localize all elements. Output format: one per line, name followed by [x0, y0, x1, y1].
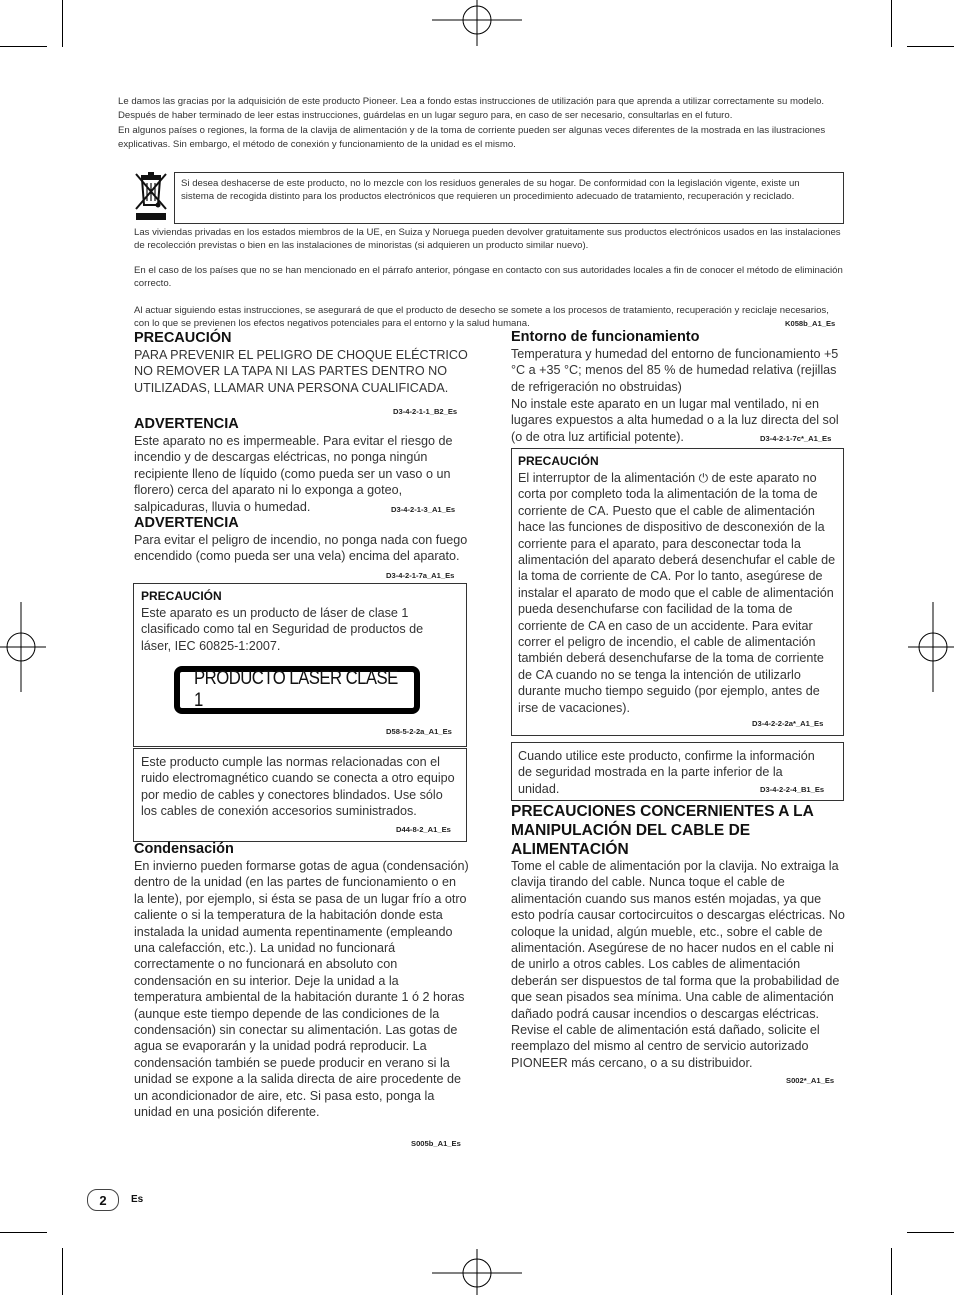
entorno-paragraph-2: No instale este aparato en un lugar mal ventilado, ni en lugares expuestos a alta humedad o a la luz directa del sol (o de otra luz artificial potente).: [511, 397, 839, 444]
laser-caution-box: [133, 583, 467, 747]
registration-mark-right: [908, 602, 954, 692]
weee-box-text: Si desea deshacerse de este producto, no lo mezcle con los residuos generales de su hogar. De conformidad con la legislación vigente, existe un sistema de recogida distinto para los productos electrónicos que requieren un procedimiento adecuado de tratamiento, recuperación y reciclado.: [181, 178, 800, 202]
precaucion-code: D3-4-2-1-1_B2_Es: [393, 407, 458, 416]
weee-code: K058b_A1_Es: [785, 319, 836, 328]
power-standby-icon: ⏻: [698, 471, 709, 485]
precaucion-text: PARA PREVENIR EL PELIGRO DE CHOQUE ELÉCTRICO NO REMOVER LA TAPA NI LAS PARTES DENTRO NO UTILIZADAS, LLAMAR UNA PERSONA CUALIFICADA.: [134, 348, 468, 395]
safety-info-box: [511, 742, 844, 801]
emc-notice-text: Este producto cumple las normas relacionadas con el ruido electromagnético cuando se conecta a otro equipo por medio de cables y conectores blindados. Use sólo los cables de conexión accesorios suministrados.: [141, 755, 455, 819]
advertencia-1-code: D3-4-2-1-3_A1_Es: [391, 505, 456, 514]
laser-class-label-text: PRODUCTO LASER CLASE 1: [194, 668, 398, 711]
page-number: 2: [99, 1192, 107, 1208]
precaucion-heading: PRECAUCIÓN: [134, 330, 232, 346]
laser-caution-text: Este aparato es un producto de láser de clase 1 clasificado como tal en Seguridad de productos de láser, IEC 60825-1:2007.: [141, 606, 424, 653]
entorno-code: D3-4-2-1-7c*_A1_Es: [760, 434, 832, 443]
power-cable-text: Tome el cable de alimentación por la clavija. No extraiga la clavija tirando del cable. Nunca toque el cable de alimentación cuando sus manos estén mojadas, ya que esto podría causar cortocircuitos o descargas eléctricas. No coloque la unidad, algún mueble, etc., sobre el cable de alimentación. Asegúrese de no hacer nudos en el cable ni de unirlo a otros cables. Los cables de alimentación deberán ser dispuestos de tal forma que la probabilidad de que sean pisados sea mínima. Una cable de alimentación dañado podrá causar incendios o descargas eléctricas. Revise el cable de alimentación está dañado, solicite el reemplazo del mismo al centro de servicio autorizado PIONEER más cercano, o a su distribuidor.: [511, 859, 845, 1070]
condensacion-heading: Condensación: [134, 841, 234, 857]
condensacion-text: En invierno pueden formarse gotas de agua (condensación) dentro de la unidad (en las partes de funcionamiento o en la lente), por ejemplo, si ésta se pasa de un lugar frío a otro caliente o si la temperatura de la habitación donde esta instalada la unidad aumenta repentinamente (empleando una calefacción, etc.). La unidad no funcionará correctamente o no funcionará en absoluto con condensación en su interior. Deje la unidad a la temperatura ambiental de la habitación durante 1 ó 2 horas (aunque este tiempo depende de las condiciones de la condensación) sin conectar su alimentación. Las gotas de agua se evaporarán y la unidad podrá reproducir. La condensación también se puede producir en verano si la unidad se expone a la salida directa de aire procedente de un acondicionador de aire, etc. Si pasa esto, ponga la unidad en una posición diferente.: [134, 859, 469, 1120]
advertencia-1-heading: ADVERTENCIA: [134, 416, 239, 432]
advertencia-1-text: Este aparato no es impermeable. Para evitar el riesgo de incendio y de descargas eléctricas, no ponga ningún recipiente lleno de líquido (como pueda ser un vaso o un florero) cerca del aparato ni lo exponga a goteo, salpicaduras, lluvia o humedad.: [134, 434, 453, 514]
laser-caution-code: D58-5-2-2a_A1_Es: [386, 727, 452, 736]
power-switch-caution-box: [511, 448, 844, 736]
emc-notice-box: [133, 748, 467, 842]
weee-paragraph-2: En el caso de los países que no se han mencionado en el párrafo anterior, póngase en contacto con sus autoridades locales a fin de conocer el método de eliminación correcto.: [134, 265, 843, 289]
advertencia-2-code: D3-4-2-1-7a_A1_Es: [386, 571, 455, 580]
registration-mark-bottom: [432, 1249, 522, 1295]
safety-info-text: Cuando utilice este producto, confirme la información de seguridad mostrada en la parte inferior de la unidad.: [518, 749, 815, 796]
intro: [118, 95, 858, 152]
weee-notice-box: [174, 172, 844, 224]
registration-mark-left: [0, 602, 46, 692]
laser-class-label-plate: [174, 666, 420, 714]
advertencia-2-text: Para evitar el peligro de incendio, no ponga nada con fuego encendido (como pueda ser una vela) encima del aparato.: [134, 533, 468, 564]
registration-mark-top: [432, 0, 522, 46]
entorno-paragraph-1: Temperatura y humedad del entorno de funcionamiento +5 °C a +35 °C; menos del 85 % de humedad relativa (rejillas de refrigeración no obstruidas): [511, 347, 839, 394]
power-switch-text-after: de este aparato no corta por completo toda la alimentación de la toma de corriente de CA. Puesto que el cable de alimentación hace las funciones de dispositivo de desconexión de la corriente para el aparato, para desconectar toda la alimentación del aparato deberá desenchufar el cable de la toma de corriente de CA. Por lo tanto, asegúrese de instalar el aparato de modo que el cable de alimentación pueda desenchufarse con facilidad de la toma de corriente de CA en caso de un accidente. Para evitar correr el peligro de incendio, el cable de alimentación también deberá desenchufarse de la toma de corriente de CA cuando no se tenga la intención de utilizarlo durante mucho tiempo seguido (por ejemplo, antes de irse de vacaciones).: [518, 471, 836, 715]
power-cable-code: S002*_A1_Es: [786, 1076, 835, 1085]
page-number-badge: [87, 1189, 119, 1211]
power-switch-caution-text: [518, 470, 838, 716]
weee-paragraph-1: Las viviendas privadas en los estados miembros de la UE, en Suiza y Noruega pueden devolver gratuitamente sus productos electrónicos usados en las instalaciones de recolección previstas o bien en las instalaciones de minoristas (si adquieren un producto similar nuevo).: [134, 227, 841, 251]
power-switch-text-before: El interruptor de la alimentación: [518, 471, 696, 485]
intro-paragraph-1: Le damos las gracias por la adquisición de este producto Pioneer. Lea a fondo estas instrucciones de utilización para que aprenda a utilizar correctamente su modelo. Después de haber terminado de leer estas instrucciones, guárdelas en un lugar seguro para, en caso de ser necesario, consultarlas en el futuro.: [118, 96, 825, 122]
crossed-out-wheeled-bin-icon: [133, 171, 169, 223]
power-cable-heading: PRECAUCIONES CONCERNIENTES A LA MANIPULACIÓN DEL CABLE DE ALIMENTACIÓN: [511, 803, 814, 858]
condensacion-code: S005b_A1_Es: [411, 1139, 461, 1148]
language-code: Es: [131, 1194, 144, 1205]
weee-paragraph-3: Al actuar siguiendo estas instrucciones, se asegurará de que el producto de desecho se somete a los procesos de tratamiento, recuperación y reciclaje necesarios, con lo que se previenen los efectos negativos potenciales para el entorno y la salud humana.: [134, 305, 829, 329]
emc-notice-code: D44-8-2_A1_Es: [396, 825, 451, 834]
safety-info-code: D3-4-2-2-4_B1_Es: [760, 785, 825, 794]
power-switch-caution-code: D3-4-2-2-2a*_A1_Es: [752, 719, 824, 728]
power-switch-caution-label: PRECAUCIÓN: [518, 454, 599, 468]
laser-caution-label: PRECAUCIÓN: [141, 589, 222, 603]
entorno-heading: Entorno de funcionamiento: [511, 329, 700, 345]
advertencia-2-heading: ADVERTENCIA: [134, 515, 239, 531]
intro-paragraph-2: En algunos países o regiones, la forma de la clavija de alimentación y de la toma de corriente pueden ser algunas veces diferentes de la mostrada en las ilustraciones explicativas. Sin embargo, el método de conexión y funcionamiento de la unidad es el mismo.: [118, 124, 826, 150]
